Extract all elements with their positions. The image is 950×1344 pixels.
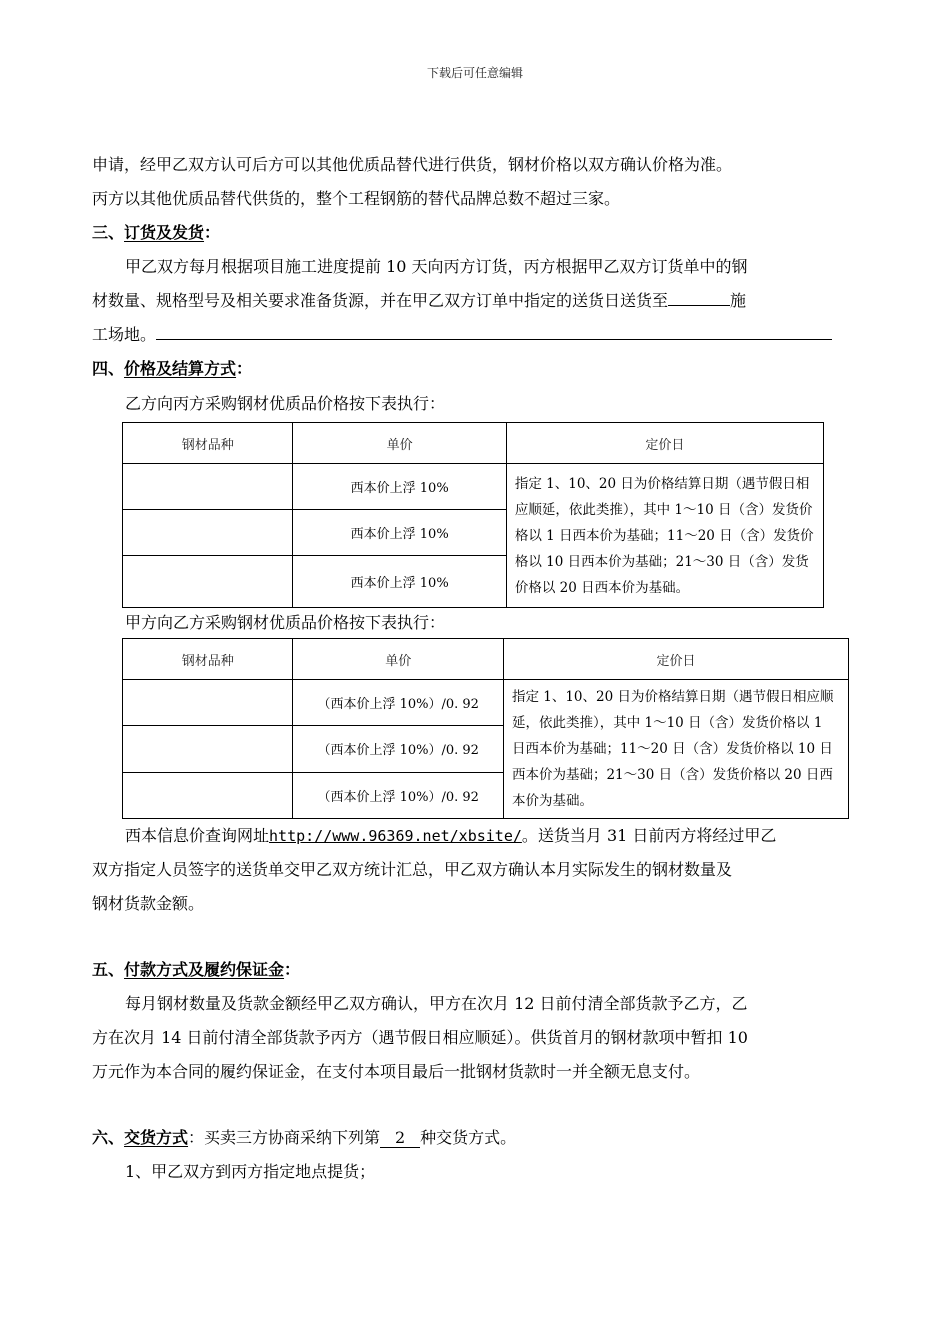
- paragraph-line: 万元作为本合同的履约保证金，在支付本项目最后一批钢材货款时一并全额无息支付。: [92, 1062, 701, 1081]
- table-cell-price: （西本价上浮 10%）/0. 92: [293, 680, 503, 726]
- paragraph-line: 丙方以其他优质品替代供货的，整个工程钢筋的替代品牌总数不超过三家。: [92, 189, 621, 208]
- section-6-heading: 六、交货方式：买卖三方协商采纳下列第 2 种交货方式。: [92, 1128, 517, 1147]
- table-cell-price: （西本价上浮 10%）/0. 92: [293, 726, 503, 772]
- delivery-method-choice: 2: [380, 1129, 420, 1148]
- table-cell-pricing-date: 指定 1、10、20 日为价格结算日期（遇节假日相应顺延，依此类推），其中 1～10 日（含）发货价格以 1 日西本价为基础；11～20 日（含）发货价格以 10 日西本价为基础；21～30 日（含）发货价格以 20 日西本价为基础。: [503, 680, 848, 819]
- section-3-heading: 三、订货及发货：: [92, 223, 221, 242]
- paragraph-line: 每月钢材数量及货款金额经甲乙双方确认，甲方在次月 12 日前付清全部货款予乙方，乙: [125, 994, 748, 1013]
- paragraph-line: 方在次月 14 日前付清全部货款予丙方（遇节假日相应顺延）。供货首月的钢材款项中暂扣 10: [92, 1028, 748, 1047]
- table-cell-variety: [123, 556, 293, 608]
- paragraph-line: 工场地。: [92, 318, 872, 352]
- xiben-website-link[interactable]: http://www.96369.net/xbsite/: [269, 827, 522, 845]
- table-cell-variety: [123, 772, 293, 818]
- table-cell-price: 西本价上浮 10%: [293, 464, 506, 510]
- table-cell-variety: [123, 726, 293, 772]
- spacer: [92, 921, 872, 953]
- section-5-heading: 五、付款方式及履约保证金：: [92, 960, 301, 979]
- table-header-cell: 钢材品种: [123, 423, 293, 464]
- table-intro: 甲方向乙方采购钢材优质品价格按下表执行：: [125, 613, 446, 632]
- section-4-heading: 四、价格及结算方式：: [92, 359, 253, 378]
- table-header-cell: 钢材品种: [123, 639, 293, 680]
- list-item: 1、甲乙双方到丙方指定地点提货；: [125, 1162, 376, 1181]
- paragraph-line: 钢材货款金额。: [92, 894, 205, 913]
- paragraph-line: 双方指定人员签字的送货单交甲乙双方统计汇总，甲乙双方确认本月实际发生的钢材数量及: [92, 860, 733, 879]
- document-body: [92, 148, 872, 1189]
- spacer: [92, 1089, 872, 1121]
- price-table-2: [122, 638, 849, 819]
- table-cell-pricing-date: 指定 1、10、20 日为价格结算日期（遇节假日相应顺延，依此类推），其中 1～10 日（含）发货价格以 1 日西本价为基础；11～20 日（含）发货价格以 10 日西本价为基础；21～30 日（含）发货价格以 20 日西本价为基础。: [506, 464, 823, 608]
- paragraph-line: 甲乙双方每月根据项目施工进度提前 10 天向丙方订货，丙方根据甲乙双方订货单中的钢: [125, 257, 748, 276]
- table-header-cell: 定价日: [506, 423, 823, 464]
- table-header-cell: 单价: [293, 639, 503, 680]
- table-cell-variety: [123, 680, 293, 726]
- paragraph-line: 西本信息价查询网址http://www.96369.net/xbsite/。送货当月 31 日前丙方将经过甲乙: [125, 826, 777, 845]
- table-header-cell: 单价: [293, 423, 506, 464]
- table-cell-variety: [123, 510, 293, 556]
- blank-field: [156, 321, 832, 340]
- blank-field: [668, 287, 730, 306]
- table-cell-price: 西本价上浮 10%: [293, 510, 506, 556]
- table-header-cell: 定价日: [503, 639, 848, 680]
- table-cell-variety: [123, 464, 293, 510]
- table-intro: 乙方向丙方采购钢材优质品价格按下表执行：: [125, 394, 446, 413]
- page-header: 下载后可任意编辑: [426, 66, 523, 80]
- table-cell-price: 西本价上浮 10%: [293, 556, 506, 608]
- paragraph-line: 申请，经甲乙双方认可后方可以其他优质品替代进行供货，钢材价格以双方确认价格为准。: [92, 155, 733, 174]
- table-cell-price: （西本价上浮 10%）/0. 92: [293, 772, 503, 818]
- paragraph-line: 材数量、规格型号及相关要求准备货源，并在甲乙双方订单中指定的送货日送货至 施: [92, 284, 872, 318]
- price-table-1: [122, 422, 824, 608]
